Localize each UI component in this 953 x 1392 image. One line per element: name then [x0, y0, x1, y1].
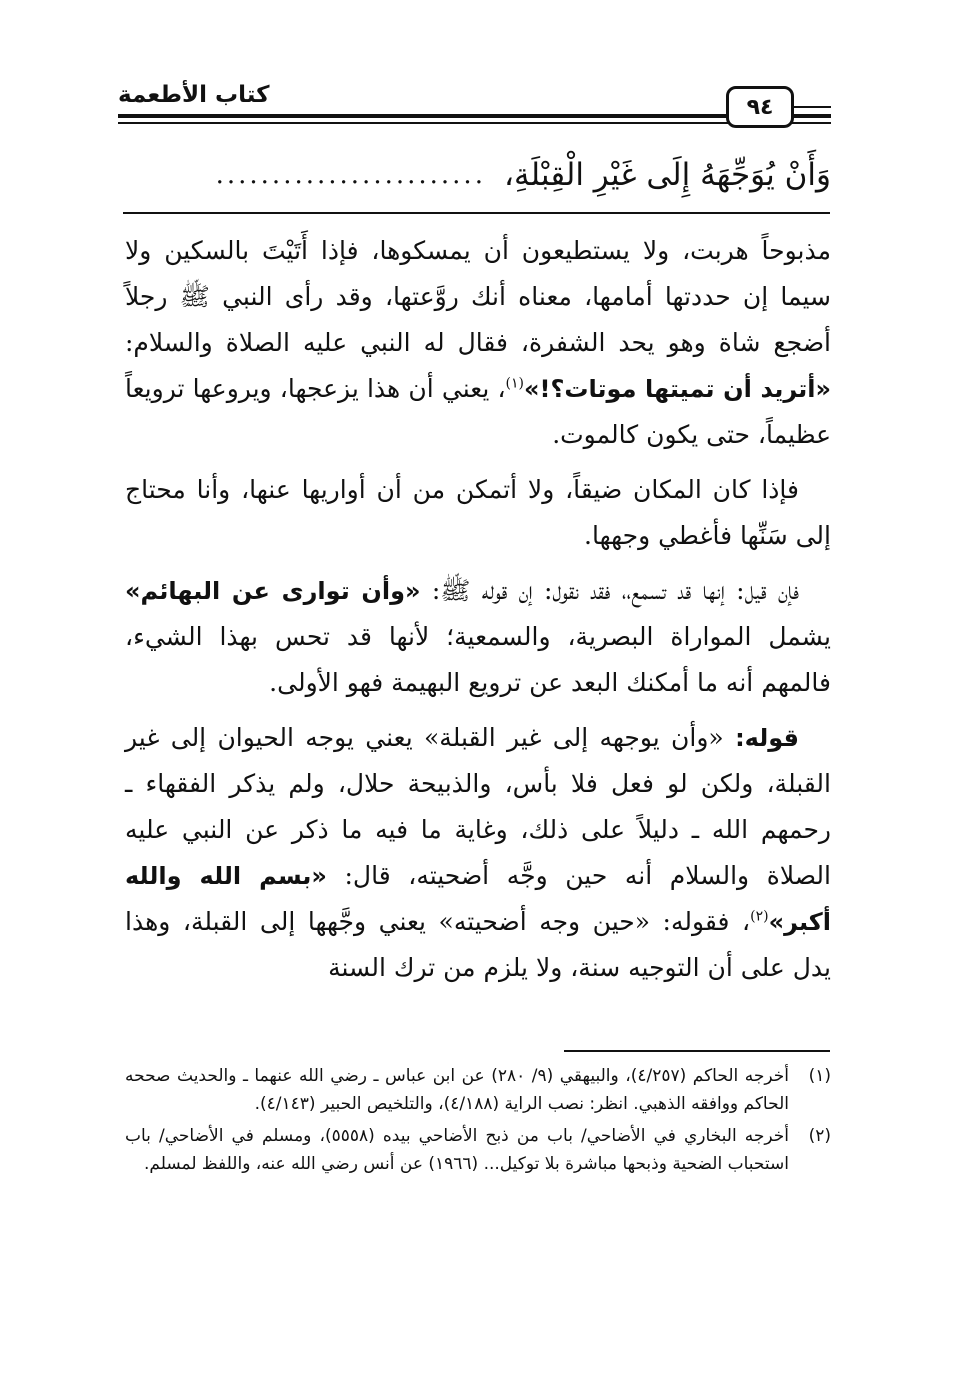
header-rule-thin	[118, 122, 831, 124]
page-number: ٩٤	[726, 86, 794, 128]
paragraph-text: فإن قيل: إنها قد تسمع،، فقد نقول: إن قوله ﷺ:	[420, 576, 799, 605]
header-rule-thick	[118, 114, 831, 118]
qawluhu-lead: قوله:	[735, 724, 799, 752]
paragraph-3	[125, 568, 831, 706]
running-title: كتاب الأطعمة	[118, 82, 270, 108]
paragraph-4	[125, 715, 831, 991]
paragraph-text: يشمل المواراة البصرية، والسمعية؛ لأنها قد تحس بهذا الشيء، فالمهم أنه ما أمكنك البعد عن ترويع البهيمة فهو الأولى.	[125, 622, 831, 697]
footnote-text: أخرجه البخاري في الأضاحي/ باب من ذبح الأضاحي بيده (٥٥٥٨)، ومسلم في الأضاحي/ باب استحباب الضحية وذبحها مباشرة بلا توكيل... (١٩٦٦) عن أنس رضي الله عنه، واللفظ لمسلم.	[125, 1126, 790, 1174]
footnote-2	[125, 1122, 831, 1178]
paragraph-text: ، فقوله: «حين وجه أضحيته» يعني وجَّهها إلى القبلة، وهذا يدل على أن التوجيه سنة، ولا يلزم من ترك السنة	[125, 907, 831, 982]
footnote-separator	[564, 1050, 830, 1052]
footnote-1	[125, 1062, 831, 1118]
footnote-number: (١)	[808, 1066, 831, 1086]
hadith-quote: «وأن توارى عن البهائم»	[125, 577, 421, 605]
matn-rule	[123, 212, 830, 214]
footnote-ref-2[interactable]: (٢)	[750, 908, 769, 925]
matn-dots: ........................	[215, 160, 486, 190]
commentary-body	[125, 228, 831, 1000]
matn-line	[118, 150, 831, 200]
matn-text: وَأَنْ يُوَجِّهَهُ إِلَى غَيْرِ الْقِبْلَةِ،	[503, 157, 831, 193]
footnote-text: أخرجه الحاكم (٤/٢٥٧)، والبيهقي (٩/ ٢٨٠) عن ابن عباس ـ رضي الله عنهما ـ والحديث صححه الحاكم ووافقه الذهبي. انظر: نصب الراية (٤/١٨٨)، والتلخيص الحبير (٤/١٤٣).	[125, 1066, 789, 1114]
header-rule-ornament	[792, 106, 831, 108]
footnote-number: (٢)	[808, 1126, 831, 1146]
paragraph-text: يعني يوجه الحيوان إلى غير القبلة، ولكن لو فعل فلا بأس، والذبيحة حلال، ولم يذكر الفقهاء ـ رحمهم الله ـ دليلاً على ذلك، وغاية ما فيه ما ذكر عن النبي عليه الصلاة والسلام أنه حين وجَّه أضحيته، قال:	[125, 723, 831, 890]
hadith-quote: «بسم الله والله أكبر»	[125, 862, 831, 936]
paragraph-text: ، يعني أن هذا يزعجها، ويروعها ترويعاً عظيماً، حتى يكون كالموت.	[125, 374, 831, 449]
paragraph-1	[125, 228, 831, 458]
footnote-ref-1[interactable]: (١)	[505, 375, 525, 392]
hadith-quote: «أتريد أن تميتها موتات؟!»	[524, 375, 832, 403]
footnotes	[125, 1062, 831, 1182]
paragraph-text: مذبوحاً هربت، ولا يستطيعون أن يمسكوها، فإذا أَتَيْتَ بالسكين ولا سيما إن حددتها أمامها، معناه أنك روَّعتها، وقد رأى النبي ﷺ رجلاً أضجع شاة وهو يحد الشفرة، فقال له النبي عليه الصلاة والسلام:	[125, 236, 831, 357]
paragraph-2: فإذا كان المكان ضيقاً، ولا أتمكن من أن أواريها عنها، وأنا محتاج إلى سَنِّها فأغطي وجهها.	[125, 475, 831, 550]
matn-quote: «وأن يوجهه إلى غير القبلة»	[424, 723, 724, 752]
